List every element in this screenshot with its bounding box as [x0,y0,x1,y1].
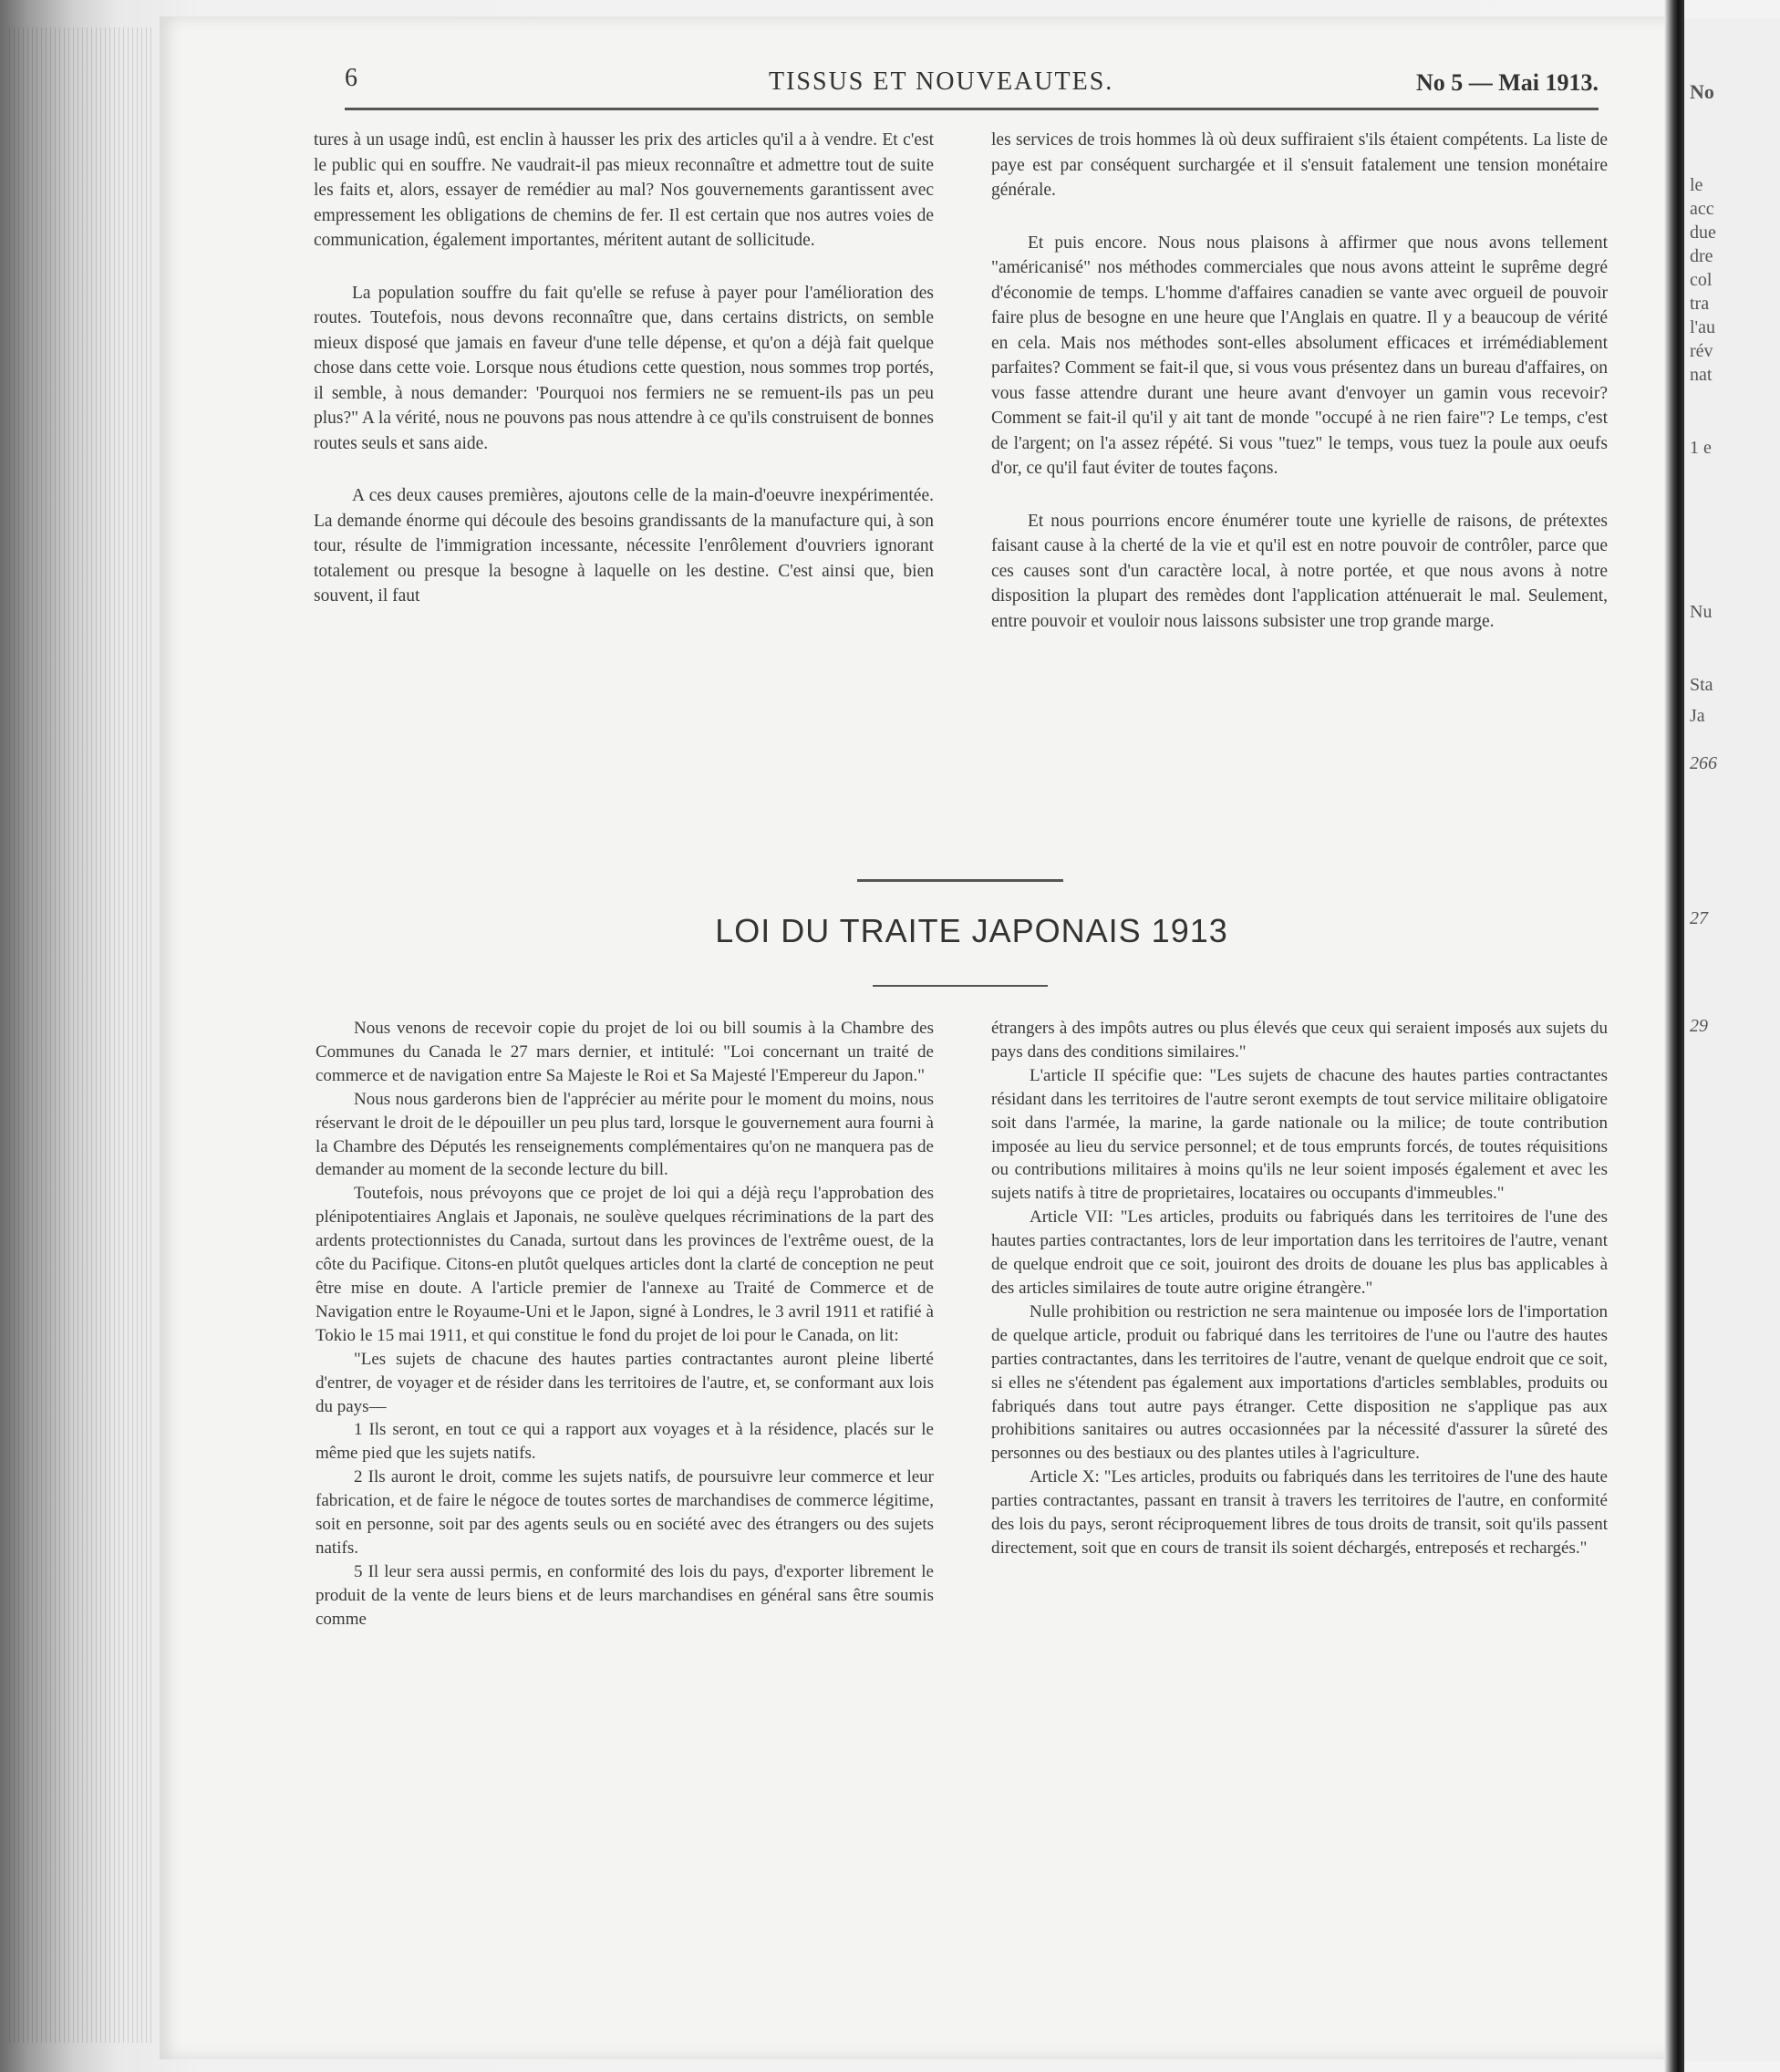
paragraph: Et nous pourrions encore énumérer toute une kyrielle de raisons, de prétextes faisant cause à la cherté de la vie et qu'il est en notre pouvoir de contrôler, parce que ces causes sont d'un caractère local, à notre portée, et que nous avons à notre disposition la plupart des remèdes dont l'application atténuerait le mal. Seulement, entre pouvoir et vouloir nous laissons subsister une trop grande marge. [991,511,1608,631]
page-edges [9,27,155,2043]
paragraph: 2 Ils auront le droit, comme les sujets natifs, de poursuivre leur commerce et leur fabrication, et de faire le négoce de toutes sortes de marchandises de commerce légitime, soit en personne, soit par des agents seuls ou en société avec des étrangers ou des sujets natifs. [316,1467,934,1558]
paragraph: Toutefois, nous prévoyons que ce projet de loi qui a déjà reçu l'approbation des plénipotentiaires Anglais et Japonais, ne soulève quelques récriminations de la part des ardents protectionnistes du Canada, surtout dans les provinces de l'extrême ouest, de la côte du Pacifique. Citons-en plutôt quelques articles dont la clarté de conception ne peut être mise en doute. A l'article premier de l'annexe au Traité de Commerce et de Navigation entre le Royaume-Uni et le Japon, signé à Londres, le 3 avril 1911 et ratifié à Tokio le 15 mai 1911, et qui constitue le fond du projet de loi pour le Canada, on lit: [316,1184,934,1345]
top-right-column [991,128,1608,634]
issue-label: No 5 — Mai 1913. [1415,69,1599,96]
paragraph: Article VII: "Les articles, produits ou fabriqués dans les territoires de l'une des hautes parties contractantes, lors de leur importation dans les territoires de l'autre, venant de quelque endroit que ce soit, jouiront des droits de douane les plus bas applicables à des articles similaires de toute autre origine étrangère." [991,1207,1608,1298]
fragment: Ja [1690,706,1705,726]
paragraph: A ces deux causes premières, ajoutons celle de la main-d'oeuvre inexpérimentée. La demande énorme qui découle des besoins grandissants de la manufacture qui, à son tour, résulte de l'immigration incessante, nécessite l'enrôlement d'ouvriers ignorant totalement ou presque la besogne à laquelle on les destine. C'est ainsi que, bien souvent, il faut [314,486,934,606]
fragment: 29 [1690,1016,1708,1036]
fragment: le [1690,175,1703,195]
fragment: 266 [1690,753,1717,773]
title-rule-top [857,879,1063,882]
fragment: acc [1690,199,1714,219]
paragraph: Et puis encore. Nous nous plaisons à affirmer que nous avons tellement "américanisé" nos méthodes commerciales que nous avons atteint le suprême degré d'économie de temps. L'homme d'affaires canadien se vante avec orgueil de pouvoir faire plus de besogne en une heure que l'Anglais en quatre. Il y a beaucoup de vérité en cela. Mais nos méthodes sont-elles absolument efficaces et irrémédiablement parfaites? Comment se fait-il que, si vous vous présentez dans un bureau d'affaires, on vous fasse attendre durant une heure avant d'envoyer un gamin vous recevoir? Comment se fait-il qu'il y ait tant de monde "occupé à ne rien faire"? Le temps, c'est de l'argent; on l'a assez répété. Si vous "tuez" le temps, vous tuez la poule aux oeufs d'or, ce qu'il faut éviter de toutes façons. [991,233,1608,478]
book-gutter [1664,0,1684,2072]
fragment: due [1690,223,1716,243]
fragment: Nu [1690,602,1713,622]
paragraph: "Les sujets de chacune des hautes parties contractantes auront pleine liberté d'entrer, de voyager et de résider dans les territoires de l'autre, et, se conformant aux lois du pays— [316,1349,934,1416]
fragment: tra [1690,294,1710,314]
paragraph: 5 Il leur sera aussi permis, en conformité des lois du pays, d'exporter librement le produit de la vente de leurs biens et de leurs marchandises en général sans être soumis comme [316,1561,934,1629]
paragraph: Nulle prohibition ou restriction ne sera maintenue ou imposée lors de l'importation de quelque article, produit ou fabriqué dans les territoires de l'une ou l'autre des hautes parties contractantes, dans les territoires de l'autre, venant de quelque endroit que ce soit, si elles ne s'étendent pas également aux importations d'articles semblables, produits ou fabriqués dans tout autre pays étranger. Cette disposition ne s'applique pas aux prohibitions sanitaires ou autres occasionnées par la nécessité d'assurer la sûreté des personnes ou des bestiaux ou des plantes utiles à l'agriculture. [991,1301,1608,1464]
header-rule [345,108,1599,110]
fragment: No [1690,80,1714,103]
paragraph: Nous nous garderons bien de l'apprécier au mérite pour le moment du moins, nous réservant le droit de le dépouiller un peu plus tard, lorsque le gouvernement aura fourni à la Chambre des Députés les renseignements complémentaires qu'on ne manquera pas de demander au moment de la seconde lecture du bill. [316,1089,934,1180]
fragment: col [1690,270,1713,290]
bottom-right-column [991,1017,1608,1560]
paragraph: L'article II spécifie que: "Les sujets de chacune des hautes parties contractantes résidant dans les territoires de l'autre seront exempts de tout service militaire obligatoire soit dans l'armée, la marine, la garde nationale ou la milice; de toute contribution imposée au lieu du service personnel; et de tous emprunts forcés, de toutes réquisitions ou contributions militaires à moins qu'ils ne leur soient imposés également et avec les sujets natifs à titre de proprietaires, locataires ou occupants d'immeubles." [991,1065,1608,1204]
paragraph: tures à un usage indû, est enclin à hausser les prix des articles qu'il a à vendre. Et c'est le public qui en souffre. Ne vaudrait-il pas mieux reconnaître et admettre tout de suite les faits et, alors, essayer de remédier au mal? Nos gouvernements garantissent avec empressement les obligations de chemins de fer. Il est certain que nos autres voies de communication, également importantes, méritent autant de sollicitude. [314,130,934,250]
fragment: nat [1690,365,1713,385]
title-rule-bottom [873,985,1048,987]
paragraph: étrangers à des impôts autres ou plus élevés que ceux qui seraient imposés aux sujets du pays dans des conditions similaires." [991,1019,1608,1062]
running-header [345,64,1599,100]
top-left-column [314,128,934,609]
paragraph: 1 Ils seront, en tout ce qui a rapport aux voyages et à la résidence, placés sur le même pied que les sujets natifs. [316,1420,934,1464]
fragment: 1 e [1690,438,1712,458]
page-number: 6 [345,64,357,92]
fragment: dre [1690,246,1713,266]
publication-title: TISSUS ET NOUVEAUTES. [769,67,1114,96]
next-page-edge [1684,18,1780,2061]
fragment: 27 [1690,908,1708,928]
paragraph: les services de trois hommes là où deux suffiraient s'ils étaient compétents. La liste de paye est par conséquent surchargée et il s'ensuit fatalement une tension monétaire générale. [991,130,1608,200]
bottom-left-column [316,1017,934,1632]
fragment: Sta [1690,675,1713,695]
paragraph: Article X: "Les articles, produits ou fabriqués dans les territoires de l'une des haute parties contractantes, passant en transit à travers les territoires de l'autre, en conformité des lois du pays, seront réciproquement libres de tous droits de transit, soit qu'ils passent directement, soit que en cours de transit ils soient déchargés, entreposés et rechargés." [991,1467,1608,1558]
fragment: rév [1690,341,1713,361]
fragment: l'au [1690,317,1716,337]
article-title: LOI DU TRAITE JAPONAIS 1913 [715,912,1228,949]
paragraph: Nous venons de recevoir copie du projet de loi ou bill soumis à la Chambre des Communes du Canada le 27 mars dernier, et intitulé: "Loi concernant un traité de commerce et de navigation entre Sa Majeste le Roi et Sa Majesté l'Empereur du Japon." [316,1019,934,1085]
paragraph: La population souffre du fait qu'elle se refuse à payer pour l'amélioration des routes. Toutefois, nous devons reconnaître que, dans certains districts, on semble mieux disposé que jamais en faveur d'une telle dépense, et qu'on a déjà fait quelque chose dans cette voie. Lorsque nous étudions cette question, nous sommes trop portés, il semble, à nous demander: 'Pourquoi nos fermiers ne se remuent-ils pas un peu plus?" A la vérité, nous ne pouvons pas nous attendre à ce qu'ils construisent de bonnes routes seuls et sans aide. [314,283,934,453]
